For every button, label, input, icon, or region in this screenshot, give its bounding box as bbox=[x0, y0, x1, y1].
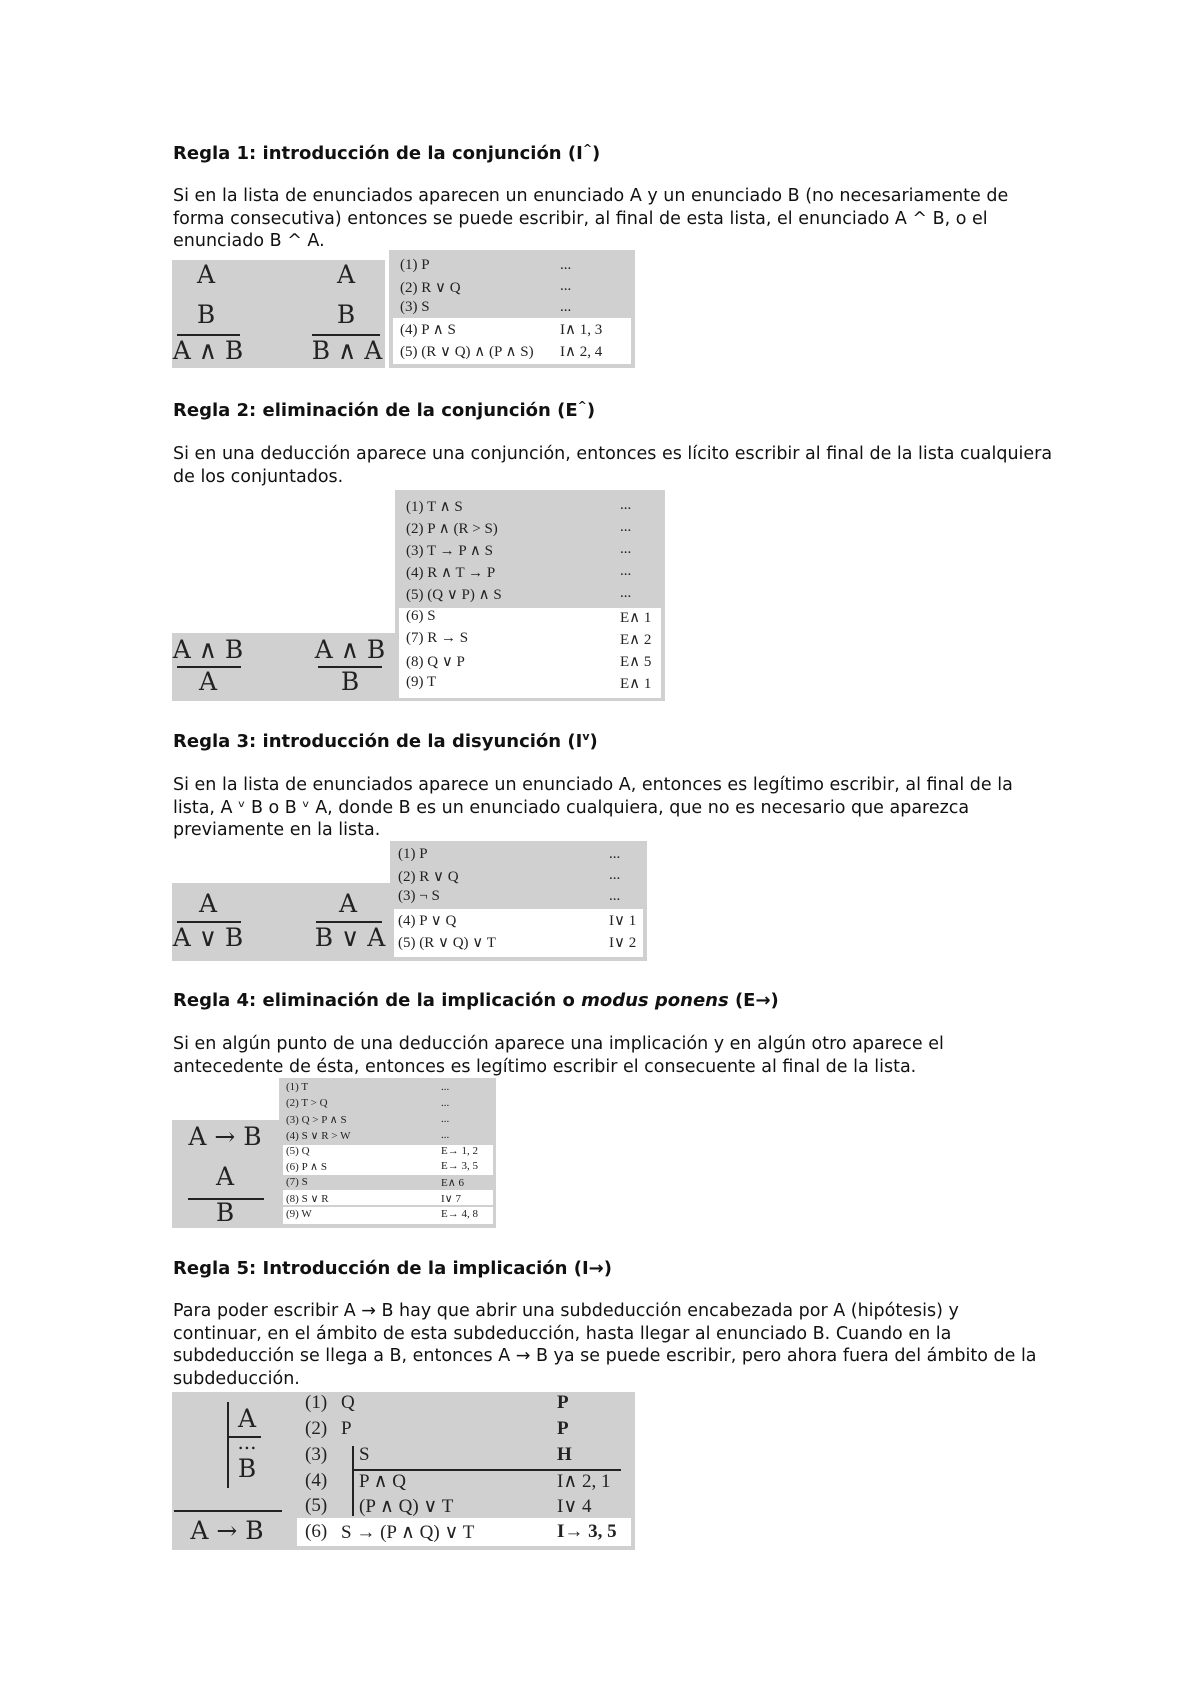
rule-1-title: Regla 1: introducción de la conjunción (I^) bbox=[173, 142, 601, 164]
schema-premise: A → B bbox=[188, 1122, 262, 1151]
schema-conclusion: B ∧ A bbox=[311, 336, 383, 365]
rule-3-schema bbox=[172, 883, 394, 961]
rule-2-text: Si en una deducción aparece una conjunción, entonces es lícito escribir al final de la lista cualquiera de los conjuntados. bbox=[173, 444, 1053, 487]
schema-conclusion: A ∧ B bbox=[172, 336, 244, 365]
schema-premise: A bbox=[336, 260, 356, 289]
schema-premise: A ∧ B bbox=[314, 635, 386, 664]
schema-conclusion: B bbox=[340, 667, 360, 696]
subdeduction-bar bbox=[227, 1402, 229, 1488]
rule-4-text: Si en algún punto de una deducción aparece una implicación y en algún otro aparece el antecedente de ésta, entonces es legítimo escribir el consecuente al final de la lista. bbox=[173, 1034, 944, 1077]
rule-1-text: Si en la lista de enunciados aparecen un enunciado A y un enunciado B (no necesariamente de forma consecutiva) entonces se puede escribir, al final de esta lista, el enunciado A ^ B, o el enunciado B ^ A. bbox=[173, 186, 1009, 251]
rule-4-title: Regla 4: eliminación de la implicación o modus ponens (E→) bbox=[173, 990, 779, 1011]
rule-3-title: Regla 3: introducción de la disyunción $(I^v)$ bbox=[173, 730, 598, 752]
rule-2-title: Regla 2: eliminación de la conjunción (E^) bbox=[173, 399, 596, 421]
schema-premise: A bbox=[196, 260, 216, 289]
schema-premise: B bbox=[336, 300, 356, 329]
schema-premise: A bbox=[215, 1162, 235, 1191]
schema-premise: A ∧ B bbox=[172, 635, 244, 664]
rule-1-schema bbox=[172, 260, 385, 368]
schema-hypothesis: A bbox=[237, 1404, 257, 1433]
schema-conclusion: A bbox=[198, 667, 218, 696]
rule-4-proof-table: (1) T ... (2) T > Q ... (3) Q > P ∧ S ... (4) S ∨ R > W ... (5) Q E→ 1, 2 (6) P ∧ S E→ 3, 5 (7) S E∧ 6 (8) S ∨ R I∨ 7 (9) W E→ 4, 8 bbox=[279, 1078, 496, 1228]
schema-conclusion: A ∨ B bbox=[172, 923, 244, 952]
schema-dots: ... bbox=[237, 1430, 257, 1454]
schema-conclusion: B ∨ A bbox=[314, 923, 386, 952]
schema-premise: B bbox=[196, 300, 216, 329]
rule-3-text: Si en la lista de enunciados aparece un enunciado A, entonces es legítimo escribir, al final de la lista, A ᵛ B o B ᵛ A, donde B es un enunciado cualquiera, que no es necesario que aparezca previamente en la lista. bbox=[173, 775, 1013, 840]
rule-2-proof-table: (1) T ∧ S ... (2) P ∧ (R > S) ... (3) T → P ∧ S ... (4) R ∧ T → P ... (5) (Q ∨ P) ∧ S ... (6) S E∧ 1 (7) R → S E∧ 2 (8) Q ∨ P E∧ 5 (9) T E∧ 1 bbox=[395, 490, 665, 701]
schema-conclusion: A → B bbox=[190, 1516, 264, 1545]
rule-3-proof-table: (1) P ... (2) R ∨ Q ... (3) ¬ S ... (4) P ∨ Q I∨ 1 (5) (R ∨ Q) ∨ T I∨ 2 bbox=[390, 841, 647, 961]
schema-premise: A bbox=[198, 889, 218, 918]
rule-5-text: Para poder escribir A → B hay que abrir una subdeducción encabezada por A (hipótesis) y continuar, en el ámbito de esta subdeducción, hasta llegar al enunciado B. Cuando en la subdeducción se llega a B, entonces A → B ya se puede escribir, pero ahora fuera del ámbito de la subdeducción. bbox=[173, 1301, 1037, 1389]
schema-end: B bbox=[237, 1454, 257, 1483]
schema-premise: A bbox=[338, 889, 358, 918]
inference-line bbox=[174, 1510, 282, 1512]
rule-1-proof-table: (1) P ... (2) R ∨ Q ... (3) S ... (4) P ∧ S I∧ 1, 3 (5) (R ∨ Q) ∧ (P ∧ S) I∧ 2, 4 bbox=[389, 250, 635, 368]
rule-5-proof-box: A ... B A → B (1) Q P (2) P P (3) S H (4) P ∧ Q I∧ 2, 1 (5) (P ∧ Q) ∨ T I∨ 4 (6) S → (P ∧ Q) ∨ T I→ 3, 5 bbox=[172, 1392, 635, 1550]
rule-2-schema bbox=[172, 633, 397, 701]
schema-conclusion: B bbox=[215, 1198, 235, 1227]
subdeduction-bar bbox=[352, 1446, 354, 1516]
rule-5-title: Regla 5: Introducción de la implicación (I→) bbox=[173, 1258, 612, 1279]
rule-4-schema bbox=[172, 1120, 282, 1228]
